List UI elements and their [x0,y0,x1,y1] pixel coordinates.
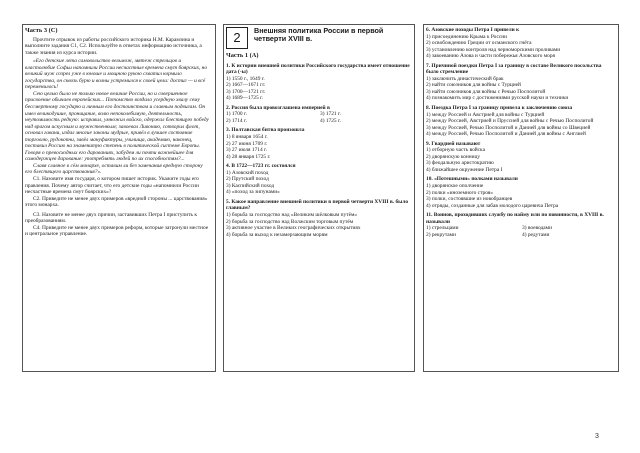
option: 1) стрельцами [426,225,459,232]
option: 1) борьба за господство над «Великим шёлковым путём» [226,212,358,219]
option: 4) 28 января 1725 г. [226,153,271,160]
option: 1) между Россией и Австрией для войны с Турцией [426,111,545,118]
option: 3) активное участие в Великих географических открытиях [226,225,361,232]
task-c3: С3. Назовите не менее двух причин, заставивших Петра I приступить к преобразованиям. [25,211,197,225]
question-5: 5. Какое направление внешней политики в первой четверти XVIII в. было главным? [226,198,409,212]
question-3: 3. Полтавская битва произошла [226,127,305,134]
question-10-options [426,183,614,209]
question-1: 1. К истории внешней политики Российского государства имеет отношение дата (-ы) [226,62,410,76]
question-9: 9. Гвардией называют [426,140,481,147]
section-number-badge: 2 [226,27,248,49]
question-5-options [226,212,410,238]
option: 2) 1667—1671 гг. [226,82,266,89]
option: 4) борьба за выход к незамерзающим морям [226,231,328,238]
task-c4: С4. Приведите не менее двух примеров реформ, которые затронули местное и центральное управление. [25,224,209,238]
option: 3) воеводами [522,225,552,232]
option: 3) найти союзников для войны с Речью Посполитой [426,88,546,95]
column-part-1 [226,27,410,369]
option: 1) 1700 г. [226,111,247,118]
question-8-options [426,112,614,138]
option: 3) 1721 г. [320,111,341,118]
quote-paragraph-3: Славя славное в сём монархе, оставим ли без замечания вредную сторону его блестящего царствования?». [25,162,203,176]
column-questions-6-11 [426,27,614,369]
option: 1) 1550 г., 1649 г. [226,75,265,82]
task-c1: С1. Назовите имя государя, о котором пишет историк. Укажите годы его правления. Почему автор считает, что его детские годы «напомнили России несчастные времена смут боярских»? [25,176,199,196]
option: 2) полки «иноземного строя» [426,189,493,196]
option: 2) 27 июня 1709 г. [226,140,268,147]
option: 2) найти союзников для войны с Турцией [426,82,521,89]
option: 3) установлению контроля над черноморскими проливами [426,46,561,53]
question-7-options [426,76,614,102]
question-7: 7. Причиной поездки Петра I за границу в составе Великого посольства было стремление [426,62,602,76]
option: 1) 8 января 1654 г. [226,134,268,141]
part1-title: Часть 1 (А) [226,52,259,59]
column-part-3 [25,27,211,369]
option: 2) дворянскую конницу [426,153,481,160]
section-topic: Внешняя политика России в первой четверти XVIII в. [254,27,384,43]
quote-paragraph-2: Сею целью было не только новое величие России, но и совершенное присвоение обычаев европейских... Потомство воздало усердную хвалу сему бессмертному государю и личным его достоинствам и славным подвигам. Он имел великодушие, проницание, волю непоколебимую, деятельность, неутомимость редкую: исправил, умножил войско, одержал блестящую победу над врагом искусным и мужественным; завоевал Ливонию, сотворил флот, основал гавани, издал многие законы мудрые, привёл в лучшее состояние торговлю, рудокопни, завёл мануфактуры, училища, академию, наконец, поставил Россию на знаменитую степень в политической системе Европы. Говоря о превосходных его дарованиях, забудем ли почти важнейшее для самодержцев дарование: употреблять людей по их способностям?... [25,90,209,163]
question-2: 2. Россия была провозглашена империей в [226,104,330,111]
option: 2) освобождению Греции от османского гнёта [426,40,532,47]
option: 4) 1689—1725 г. [226,95,264,102]
option: 3) полки, состоявшие из новобранцев [426,196,513,203]
option: 2) борьба за господство над Волжским торговым путём [226,218,354,225]
task-c2: С2. Приведите не менее двух примеров «вредной стороны ... царствования» этого монарха. [25,195,208,209]
option: 2) 1714 г. [226,117,247,124]
question-1-options [226,76,410,102]
option: 4) завоеванию Азова и части побережья Азовского моря [426,53,556,60]
option: 1) присоединению Крыма к России [426,33,508,40]
option: 3) 27 июля 1714 г. [226,147,267,154]
question-3-options [226,134,410,160]
option: 4) «поход за зипунами» [226,189,280,196]
option: 3) Каспийский поход [226,182,275,189]
option: 2) рекрутами [426,231,456,238]
question-11: 11. Воинов, проходивших службу по найму или по повинности, в XVIII в. называли [426,212,604,225]
option: 1) отборную часть войска [426,147,485,154]
question-6: 6. Азовские походы Петра I привели к [426,27,520,33]
intro-text: Прочтите отрывок из работы российского историка Н.М. Карамзина и выполните задания С1, С2. Используйте в ответах информацию источника, а также знания из курса истории. [25,36,202,56]
question-4-options [226,170,410,196]
question-4: 4. В 1722—1723 гг. состоялся [226,163,296,170]
question-11-options [426,225,614,238]
option: 4) познакомить мир с достижениями русской науки и техники [426,95,569,102]
quote-paragraph-1: «Его детские лета самовольство вельмож, мятеж стрельцов и властолюбие Софьи напомнили России несчастные времена смут боярских, но великий муж созрел уже в юноше и мощною рукою схватил кормило государства, он сквозь бурю и волны устремился к своей цели: достиг — и всё переменилось! [25,58,208,91]
question-2-options [226,111,410,124]
option: 3) между Россией, Речью Посполитой и Данией для войны со Швецией [426,124,591,131]
question-10: 10. «Потешными» полками называли [426,176,518,183]
option: 1) Азовский поход [226,169,269,176]
option: 4) 1725 г. [320,117,341,124]
part3-title: Часть 3 (С) [25,27,58,34]
option: 3) феодальную аристократию [426,160,494,167]
question-6-options [426,34,614,60]
option: 4) отряды, созданные для забав молодого царевича Петра [426,202,559,209]
option: 4) ближайшее окружение Петра I [426,166,503,173]
option: 4) между Россией, Речью Посполитой и Данией для войны с Англией [426,131,586,138]
option: 2) Прутский поход [226,176,269,183]
page-number: 3 [595,433,599,440]
option: 4) редутами [522,231,550,238]
question-8: 8. Поездка Петра I за границу привела к заключению союза [426,105,573,112]
option: 3) 1700—1721 гг. [226,88,266,95]
option: 1) дворянское ополчение [426,183,484,190]
section-header [226,27,410,49]
option: 1) заключить династический брак [426,75,504,82]
question-9-options [426,147,614,173]
option: 2) между Россией, Австрией и Пруссией для войны с Речью Посполитой [426,118,594,125]
